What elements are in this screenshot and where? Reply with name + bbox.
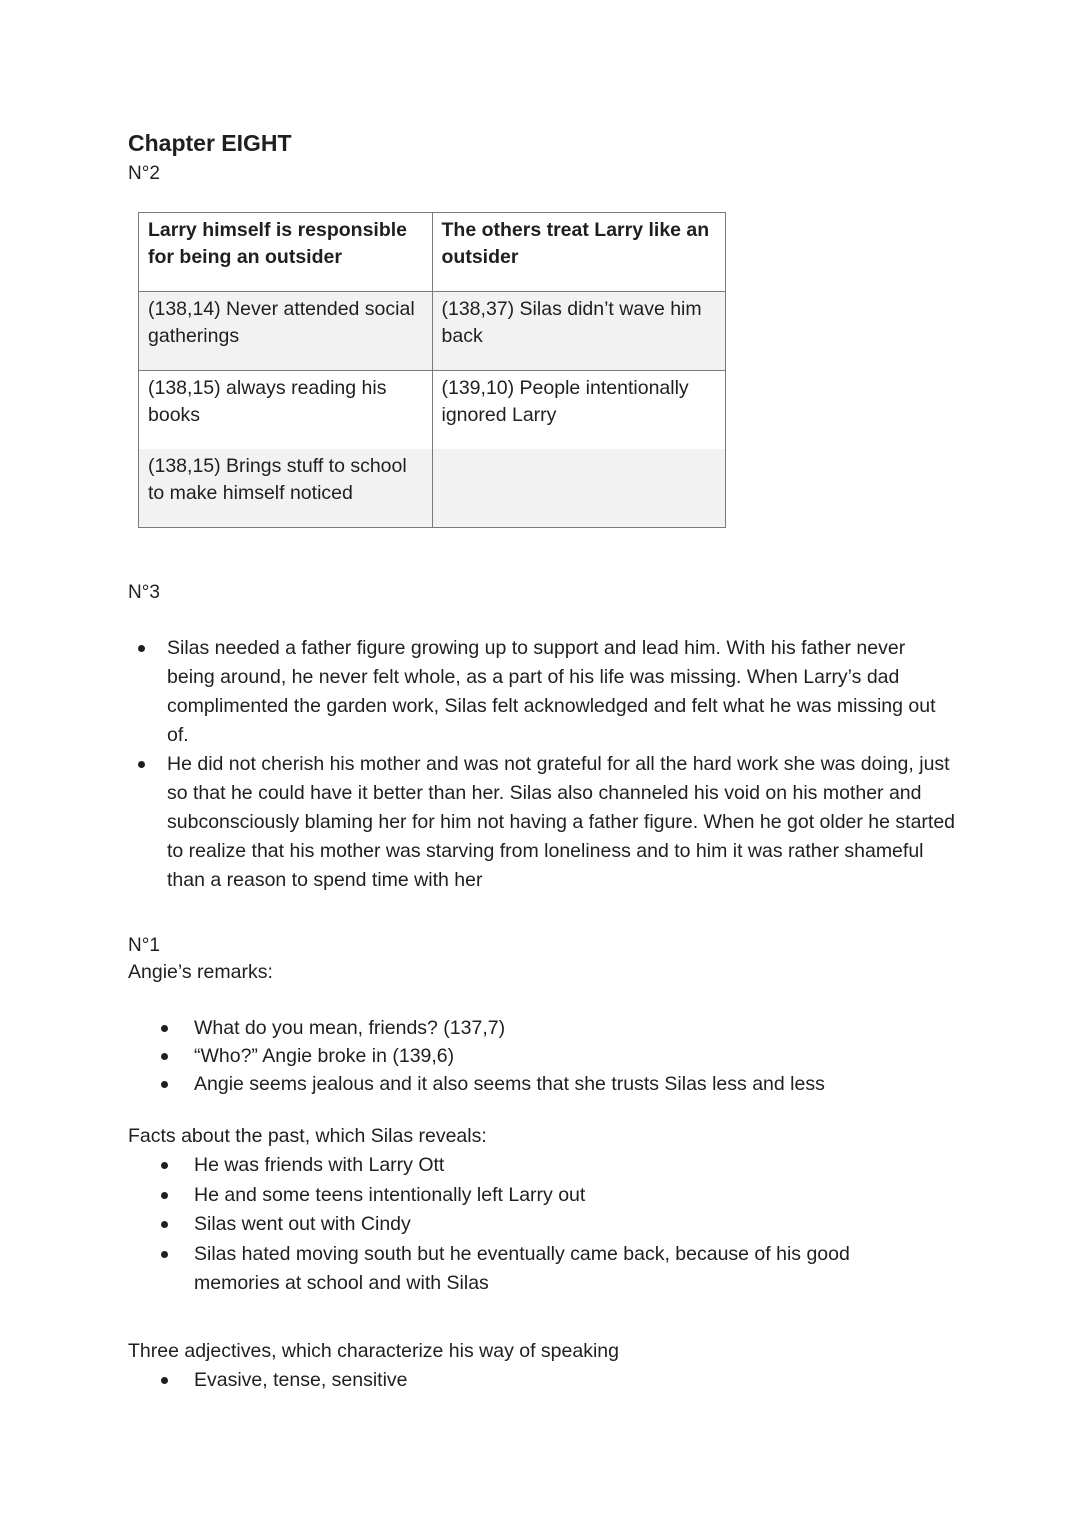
list-item-text: Angie seems jealous and it also seems that she trusts Silas less and less: [194, 1073, 825, 1095]
list-item-text: He was friends with Larry Ott: [194, 1154, 445, 1176]
list-item-text: He and some teens intentionally left Larry out: [194, 1183, 586, 1206]
list-item-text: Silas hated moving south but he eventually came back, because of his good memories at school and with Silas: [194, 1242, 850, 1294]
list-item-text: Silas went out with Cindy: [194, 1213, 411, 1235]
bullet-icon: [138, 645, 145, 652]
facts-list: [161, 1151, 881, 1299]
table-cell: [432, 449, 726, 528]
remarks-heading: Angie’s remarks:: [128, 961, 273, 983]
list-item-text: What do you mean, friends? (137,7): [194, 1017, 506, 1039]
bullet-icon: [161, 1053, 168, 1060]
adjectives-list: [161, 1366, 881, 1395]
table-cell: (138,37) Silas didn’t wave him back: [432, 292, 726, 371]
table-row: [139, 371, 726, 450]
list-item-text: He did not cherish his mother and was not grateful for all the hard work she was doing, just so that he could have it better than her. Silas also channeled his void on his mother and subconsciously blaming her for him not having a father figure. When he got older he started to realize that his mother was starving from loneliness and to him it was rather shameful than a reason to spend time with her: [167, 753, 956, 891]
list-item: [138, 750, 958, 895]
table-row: [139, 292, 726, 371]
list-item: [161, 1366, 881, 1395]
table-cell: (138,15) always reading his books: [139, 371, 433, 450]
bullet-icon: [161, 1162, 168, 1169]
comparison-table: [138, 212, 726, 528]
section-label-n2: N°2: [128, 163, 160, 184]
table-cell: (138,15) Brings stuff to school to make himself noticed: [139, 449, 433, 528]
remarks-list: [161, 1014, 1001, 1098]
table-row: [139, 449, 726, 528]
list-item-text: Evasive, tense, sensitive: [194, 1369, 408, 1391]
bullet-icon: [161, 1081, 168, 1088]
bullet-icon: [161, 1251, 168, 1258]
list-item: [161, 1014, 1001, 1042]
list-item: [161, 1070, 1001, 1098]
bullet-icon: [138, 761, 145, 768]
list-item: [138, 634, 958, 750]
facts-heading: Facts about the past, which Silas reveals:: [128, 1125, 487, 1147]
list-item: [161, 1042, 1001, 1070]
section-label-n3: N°3: [128, 582, 160, 603]
bullet-icon: [161, 1025, 168, 1032]
bullet-icon: [161, 1192, 168, 1199]
page-title: Chapter EIGHT: [128, 130, 292, 156]
list-item-text: Silas needed a father figure growing up to support and lead him. With his father never being around, he never felt whole, as a part of his life was missing. When Larry’s dad complimented the garden work, Silas felt acknowledged and felt what he was missing out of.: [167, 637, 936, 746]
list-item: [161, 1240, 881, 1299]
list-item: [161, 1181, 881, 1211]
table-header-row: [139, 213, 726, 292]
list-item: [161, 1151, 881, 1181]
bullet-icon: [161, 1377, 168, 1384]
table-cell: (139,10) People intentionally ignored Larry: [432, 371, 726, 450]
n3-bullet-list: [138, 634, 958, 895]
table-cell: (138,14) Never attended social gatherings: [139, 292, 433, 371]
list-item: [161, 1210, 881, 1240]
table-header-cell: Larry himself is responsible for being an outsider: [139, 213, 433, 292]
list-item-text: “Who?” Angie broke in (139,6): [194, 1045, 455, 1067]
adjectives-heading: Three adjectives, which characterize his way of speaking: [128, 1340, 619, 1362]
bullet-icon: [161, 1221, 168, 1228]
table-header-cell: The others treat Larry like an outsider: [432, 213, 726, 292]
section-label-n1: N°1: [128, 935, 160, 956]
